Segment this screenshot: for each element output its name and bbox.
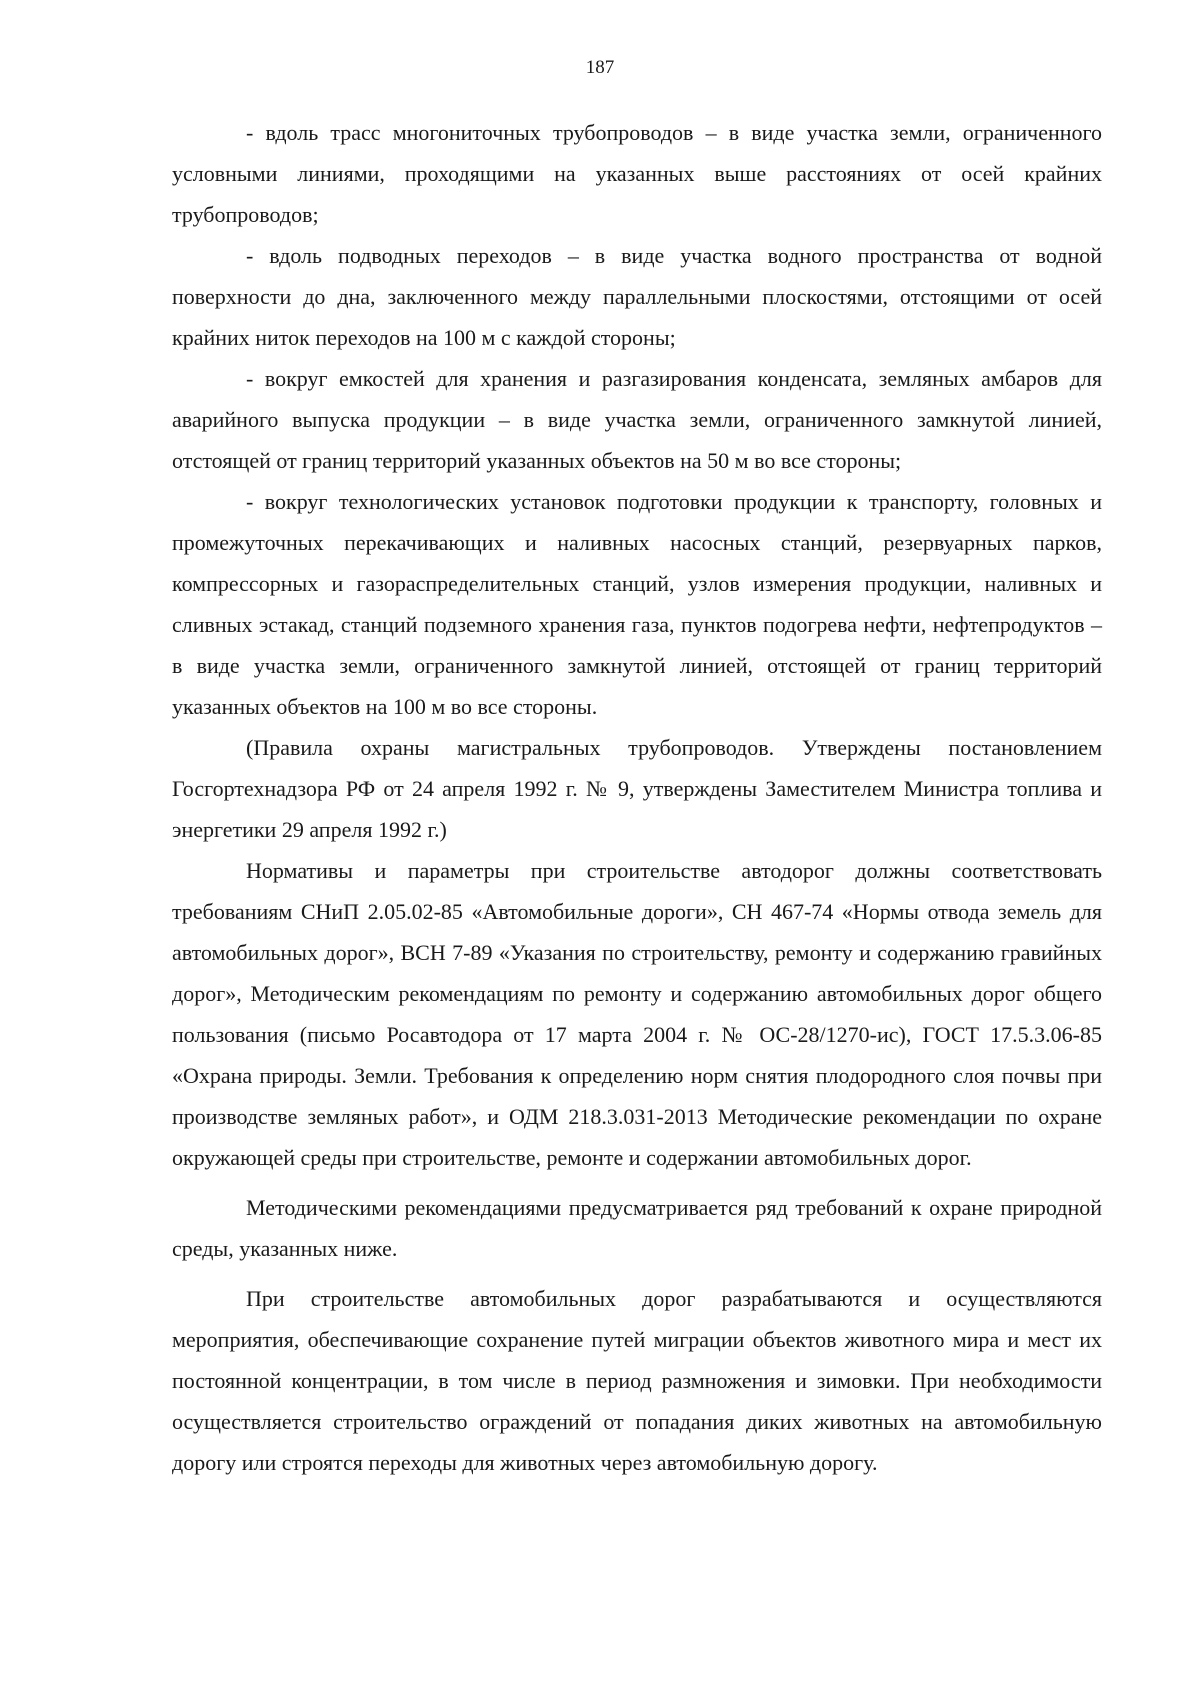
paragraph-condensate-tanks: - вокруг емкостей для хранения и разгазирования конденсата, земляных амбаров для аварийного выпуска продукции – в виде участка земли, ограниченного замкнутой линией, отстоящей от границ территорий указанных объектов на 50 м во все стороны; [172, 366, 1102, 473]
paragraph-underwater-crossings: - вдоль подводных переходов – в виде участка водного пространства от водной поверхности до дна, заключенного между параллельными плоскостями, отстоящими от осей крайних ниток переходов на 100 м с каждой стороны; [172, 243, 1102, 350]
paragraph-road-construction-norms: Нормативы и параметры при строительстве автодорог должны соответствовать требованиям СНиП 2.05.02-85 «Автомобильные дороги», СН 467-74 «Нормы отвода земель для автомобильных дорог», ВСН 7-89 «Указания по строительству, ремонту и содержанию гравийных дорог», Методическим рекомендациям по ремонту и содержанию автомобильных дорог общего пользования (письмо Росавтодора от 17 марта 2004 г. № ОС-28/1270-ис), ГОСТ 17.5.3.06-85 «Охрана природы. Земли. Требования к определению норм снятия плодородного слоя почвы при производстве земляных работ», и ОДМ 218.3.031-2013 Методические рекомендации по охране окружающей среды при строительстве, ремонте и содержании автомобильных дорог. [172, 858, 1102, 1170]
page-number: 187 [585, 57, 615, 78]
paragraph-pipeline-rules-reference: (Правила охраны магистральных трубопроводов. Утверждены постановлением Госгортехнадзора РФ от 24 апреля 1992 г. № 9, утверждены Заместителем Министра топлива и энергетики 29 апреля 1992 г.) [172, 735, 1102, 842]
paragraph-multiline-pipelines: - вдоль трасс многониточных трубопроводов – в виде участка земли, ограниченного условными линиями, проходящими на указанных выше расстояниях от осей крайних трубопроводов; [172, 120, 1102, 227]
document-body [172, 112, 1102, 1483]
paragraph-technological-units: - вокруг технологических установок подготовки продукции к транспорту, головных и промежуточных перекачивающих и наливных насосных станций, резервуарных парков, компрессорных и газораспределительных станций, узлов измерения продукции, наливных и сливных эстакад, станций подземного хранения газа, пунктов подогрева нефти, нефтепродуктов – в виде участка земли, ограниченного замкнутой линией, отстоящей от границ территорий указанных объектов на 100 м во все стороны. [172, 489, 1102, 719]
paragraph-methodical-recommendations: Методическими рекомендациями предусматривается ряд требований к охране природной среды, указанных ниже. [172, 1195, 1102, 1261]
paragraph-wildlife-migration: При строительстве автомобильных дорог разрабатываются и осуществляются мероприятия, обеспечивающие сохранение путей миграции объектов животного мира и мест их постоянной концентрации, в том числе в период размножения и зимовки. При необходимости осуществляется строительство ограждений от попадания диких животных на автомобильную дорогу или строятся переходы для животных через автомобильную дорогу. [172, 1286, 1102, 1475]
